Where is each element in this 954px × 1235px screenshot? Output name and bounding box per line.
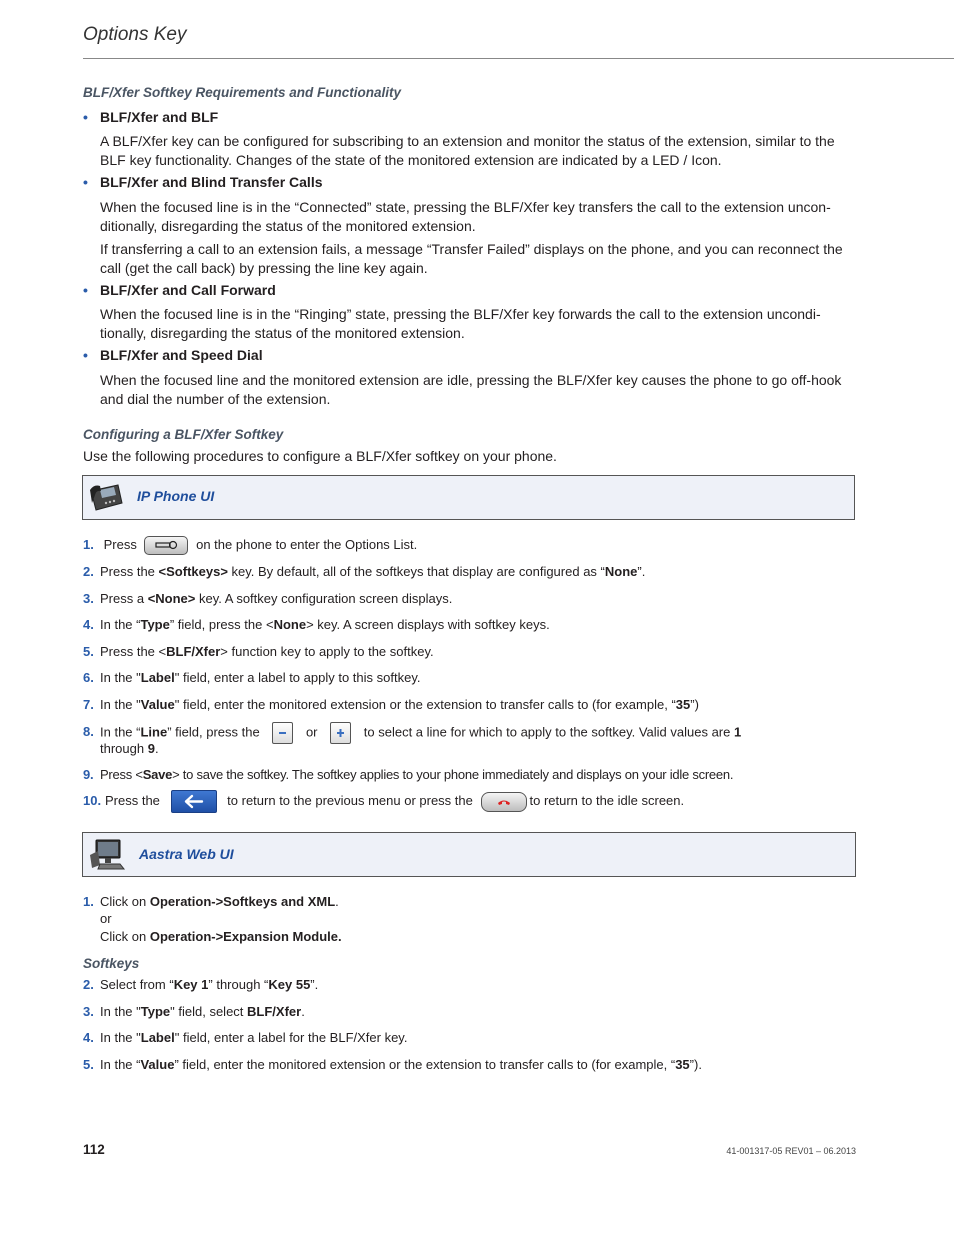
step-text: to return to the previous menu or press the — [227, 792, 473, 808]
document-id: 41-001317-05 REV01 – 06.2013 — [726, 1146, 856, 1156]
step-bold: None — [273, 617, 307, 632]
section-heading: Configuring a BLF/Xfer Softkey — [83, 427, 284, 442]
bullet-title: BLF/Xfer and BLF — [100, 109, 219, 125]
section-heading: BLF/Xfer Softkey Requirements and Functionality — [83, 85, 402, 100]
step-item — [83, 696, 863, 714]
step-bold: 9 — [147, 741, 155, 756]
step-item — [83, 563, 863, 581]
step-text: . — [335, 894, 339, 909]
step-text: Press a — [100, 591, 148, 606]
step-text: > key. A screen displays with softkey keys. — [306, 617, 550, 632]
step-item — [83, 893, 863, 911]
step-text: In the " — [100, 1004, 141, 1019]
bullet-dot: • — [83, 174, 88, 190]
paragraph: When the focused line is in the “Connected” state, pressing the BLF/Xfer key transfers the call to the extension uncon-ditionally, disregarding the status of the monitored extension. — [100, 199, 831, 234]
step-text: > to save the softkey. The softkey applies to your phone immediately and displays on your idle screen. — [172, 767, 734, 782]
step-text: " field, enter a label for the BLF/Xfer key. — [174, 1030, 408, 1045]
step-bold: BLF/Xfer — [247, 1004, 302, 1019]
step-text: ”. — [310, 977, 319, 992]
computer-icon — [88, 837, 128, 873]
step-text: " field, select — [170, 1004, 248, 1019]
step-text: ” through “ — [208, 977, 269, 992]
step-number: 2. — [83, 564, 94, 579]
step-number: 4. — [83, 617, 94, 632]
step-text: on the phone to enter the Options List. — [196, 537, 418, 552]
bullet-dot: • — [83, 109, 88, 125]
step-bold: 1 — [733, 724, 742, 740]
step-text: In the " — [100, 697, 141, 712]
step-number: 8. — [83, 724, 94, 740]
paragraph: If transferring a call to an extension fails, a message “Transfer Failed” displays on the phone, and you can reconnect the call (get the call back) by pressing the line key again. — [100, 241, 843, 276]
step-text: key. A softkey configuration screen displays. — [195, 591, 453, 606]
step-item — [83, 976, 863, 994]
step-bold: <None> — [147, 591, 196, 606]
step-text: Click on — [100, 894, 150, 909]
step-text: In the “ — [100, 724, 141, 740]
page-header-title: Options Key — [83, 24, 187, 45]
step-text: " field, enter a label to apply to this softkey. — [174, 670, 421, 685]
bullet-dot: • — [83, 347, 88, 363]
ip-phone-icon — [88, 481, 124, 513]
paragraph: When the focused line and the monitored extension are idle, pressing the BLF/Xfer key causes the phone to go off-hook and dial the number of the extension. — [100, 372, 842, 407]
bullet-dot: • — [83, 282, 88, 298]
step-text: In the " — [100, 670, 141, 685]
step-text: In the “ — [100, 1057, 141, 1072]
step-bold: Label — [140, 1030, 175, 1045]
box-title: Aastra Web UI — [139, 846, 234, 862]
step-number: 3. — [83, 591, 94, 606]
step-text: ” field, enter the monitored extension or the extension to transfer calls to (for example, “ — [174, 1057, 676, 1072]
step-item — [83, 1029, 863, 1047]
step-text: Press the — [100, 564, 159, 579]
step-text: to select a line for which to apply to the softkey. Valid values are — [363, 724, 734, 740]
step-continuation — [100, 928, 700, 946]
step-item — [83, 536, 863, 555]
step-bold: <Softkeys> — [158, 564, 228, 579]
step-continuation: or — [100, 911, 112, 926]
step-bold: None — [604, 564, 638, 579]
step-item — [83, 590, 863, 608]
step-number: 10. — [83, 792, 102, 808]
step-number: 2. — [83, 977, 94, 992]
step-text: . — [301, 1004, 305, 1019]
step-item — [83, 1003, 863, 1021]
goodbye-key-icon — [481, 792, 527, 812]
step-number: 6. — [83, 670, 94, 685]
step-text: ” field, press the < — [169, 617, 274, 632]
step-number: 1. — [83, 537, 94, 552]
step-bold: BLF/Xfer — [166, 644, 221, 659]
step-bold: Value — [140, 1057, 175, 1072]
step-bold: Type — [140, 617, 170, 632]
step-bold: Operation->Expansion Module. — [149, 929, 342, 944]
step-text: Press the < — [100, 644, 167, 659]
step-text: to return to the idle screen. — [529, 792, 685, 808]
header-rule — [83, 58, 954, 59]
bullet-item — [83, 174, 323, 190]
bullet-item — [83, 109, 218, 125]
step-number: 5. — [83, 1057, 94, 1072]
paragraph: When the focused line is in the “Ringing” state, pressing the BLF/Xfer key forwards the call to the extension uncondi-tionally, disregarding the status of the monitored extension. — [100, 306, 821, 341]
step-text: through — [100, 741, 148, 756]
step-bold: Label — [140, 670, 175, 685]
step-number: 4. — [83, 1030, 94, 1045]
back-arrow-icon — [171, 790, 217, 813]
step-number: 3. — [83, 1004, 94, 1019]
step-text: Select from “ — [100, 977, 174, 992]
step-item — [83, 1056, 863, 1074]
step-item — [83, 643, 863, 661]
step-item — [83, 616, 863, 634]
bullet-title: BLF/Xfer and Call Forward — [100, 282, 276, 298]
step-bold: 35 — [675, 1057, 690, 1072]
step-text: ” field, press the — [167, 724, 260, 740]
aastra-web-ui-box — [82, 832, 856, 877]
bullet-title: BLF/Xfer and Blind Transfer Calls — [100, 174, 323, 190]
step-item — [83, 669, 863, 687]
step-item — [83, 790, 863, 813]
step-text: . — [154, 741, 159, 756]
bullet-item — [83, 347, 263, 363]
options-key-icon — [144, 536, 188, 555]
step-text: Press — [103, 537, 137, 552]
step-text: In the “ — [100, 617, 141, 632]
step-text: In the " — [100, 1030, 141, 1045]
paragraph: A BLF/Xfer key can be configured for subscribing to an extension and monitor the status of the extension, similar to the BLF key functionality. Changes of the state of the monitored extension are indicated by a LED / Icon. — [100, 133, 835, 168]
intro-text: Use the following procedures to configure a BLF/Xfer softkey on your phone. — [83, 448, 557, 464]
step-text: or — [305, 724, 318, 740]
step-text: ”) — [690, 697, 699, 712]
step-bold: Value — [140, 697, 175, 712]
step-number: 5. — [83, 644, 94, 659]
step-text: Press < — [100, 767, 143, 782]
step-text: Press the — [105, 792, 160, 808]
page-number: 112 — [83, 1142, 105, 1157]
step-text: > function key to apply to the softkey. — [220, 644, 434, 659]
step-bold: Save — [142, 767, 173, 782]
step-text: key. By default, all of the softkeys that display are configured as “ — [227, 564, 605, 579]
step-item — [83, 766, 863, 784]
sub-heading: Softkeys — [83, 956, 140, 971]
step-bold: Operation->Softkeys and XML — [149, 894, 336, 909]
step-number: 7. — [83, 697, 94, 712]
step-bold: Key 1 — [173, 977, 209, 992]
step-number: 1. — [83, 894, 94, 909]
step-number: 9. — [83, 767, 94, 782]
step-continuation — [100, 740, 800, 758]
step-text: " field, enter the monitored extension or the extension to transfer calls to (for example, “ — [174, 697, 676, 712]
step-text: ”). — [689, 1057, 702, 1072]
step-bold: Type — [140, 1004, 171, 1019]
step-text: Click on — [100, 929, 150, 944]
bullet-item — [83, 282, 276, 298]
step-bold: Line — [140, 724, 168, 740]
bullet-title: BLF/Xfer and Speed Dial — [100, 347, 263, 363]
step-bold: Key 55 — [268, 977, 311, 992]
step-bold: 35 — [675, 697, 691, 712]
step-text: ”. — [637, 564, 646, 579]
ip-phone-ui-box — [82, 475, 855, 520]
box-title: IP Phone UI — [137, 488, 215, 504]
